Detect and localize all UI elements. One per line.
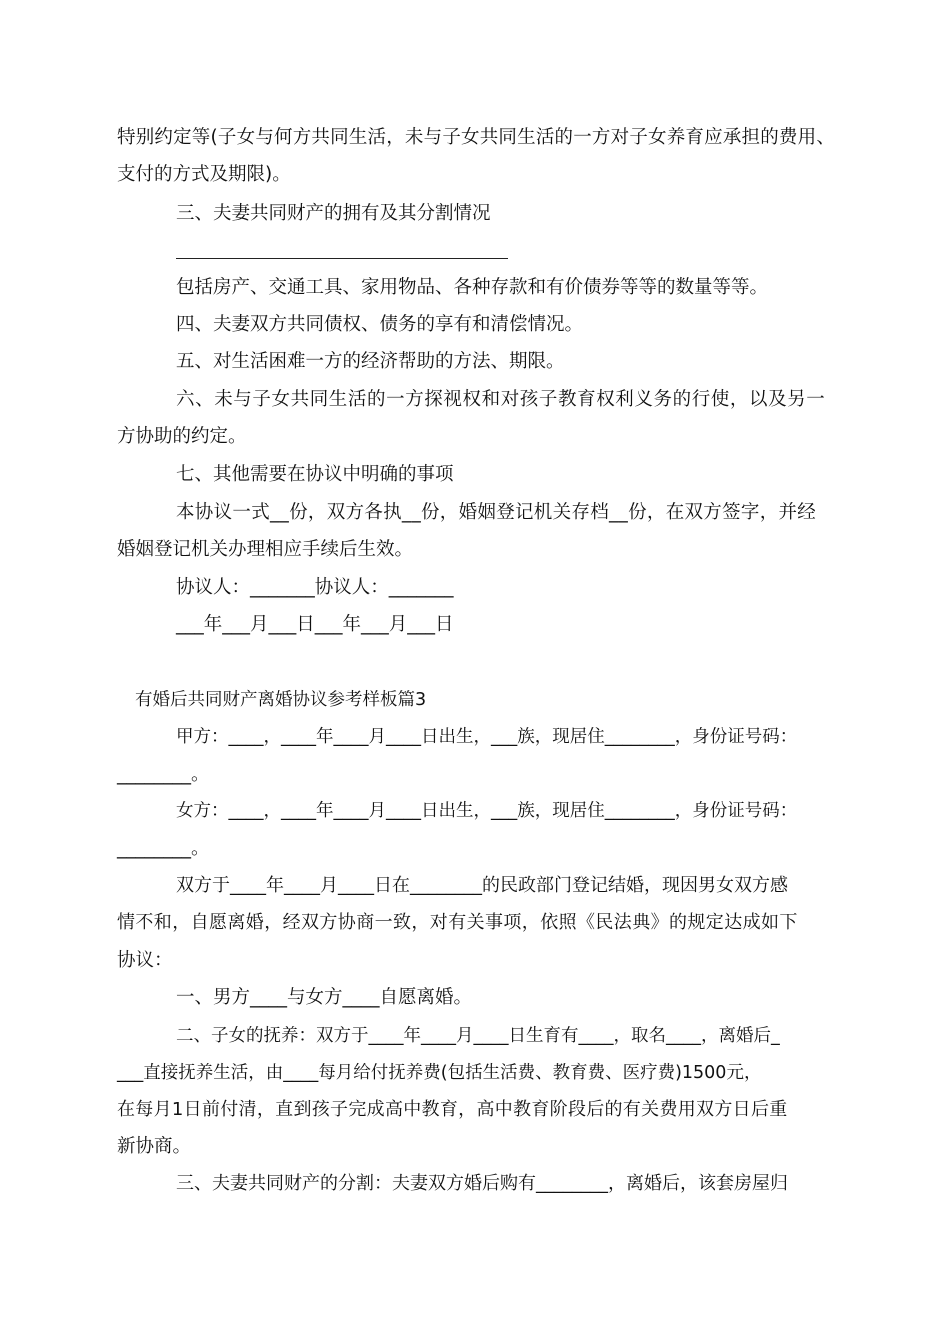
section-heading: 三、夫妻共同财产的分割：夫妻双方婚后购有________，离婚后，该套房屋归 [176, 1173, 788, 1194]
paragraph-line: 特别约定等(子女与何方共同生活，未与子女共同生活的一方对子女养育应承担的费用、 [117, 127, 836, 148]
paragraph-line: 支付的方式及期限)。 [117, 164, 291, 185]
signature-line: 协议人：_______协议人：_______ [176, 577, 454, 598]
paragraph-line: 情不和，自愿离婚，经双方协商一致，对有关事项，依照《民法典》的规定达成如下 [117, 912, 798, 933]
paragraph-line: 方协助的约定。 [117, 426, 247, 447]
section-heading: 七、其他需要在协议中明确的事项 [176, 464, 454, 485]
paragraph-line: 二、子女的抚养：双方于____年____月____日生育有____，取名____，离婚后_ [176, 1026, 780, 1046]
paragraph-line: 婚姻登记机关办理相应手续后生效。 [117, 539, 414, 560]
party-a-line: 甲方：____，____年____月____日出生，___族，现居住________，身份证号码： [176, 727, 798, 747]
paragraph-line: ________。 [117, 838, 210, 859]
paragraph-line: 协议： [117, 950, 173, 971]
section-heading: 六、未与子女共同生活的一方探视权和对孩子教育权利义务的行使，以及另一 [176, 389, 826, 410]
paragraph-line: 双方于____年____月____日在________的民政部门登记结婚，现因男女双方感 [176, 875, 788, 896]
date-line: ___年___月___日___年___月___日 [176, 614, 454, 635]
paragraph-line: ___直接抚养生活，由____每月给付抚养费(包括生活费、教育费、医疗费)1500元， [117, 1063, 762, 1083]
blank-underline [176, 258, 508, 259]
paragraph-line: 本协议一式__份，双方各执__份，婚姻登记机关存档__份，在双方签字，并经 [176, 502, 817, 523]
paragraph-line: 在每月1日前付清，直到孩子完成高中教育，高中教育阶段后的有关费用双方日后重 [117, 1099, 788, 1120]
party-b-line: 女方：____，____年____月____日出生，___族，现居住________，身份证号码： [176, 801, 798, 821]
section-heading: 三、夫妻共同财产的拥有及其分割情况 [176, 203, 491, 224]
section-heading: 五、对生活困难一方的经济帮助的方法、期限。 [176, 351, 565, 372]
section-heading: 一、男方____与女方____自愿离婚。 [176, 987, 473, 1008]
paragraph-line: 包括房产、交通工具、家用物品、各种存款和有价债券等等的数量等等。 [176, 277, 769, 298]
paragraph-line: ________。 [117, 764, 210, 785]
section-heading: 四、夫妻双方共同债权、债务的享有和清偿情况。 [176, 314, 584, 335]
section-title: 有婚后共同财产离婚协议参考样板篇3 [135, 690, 427, 710]
paragraph-line: 新协商。 [117, 1136, 192, 1157]
